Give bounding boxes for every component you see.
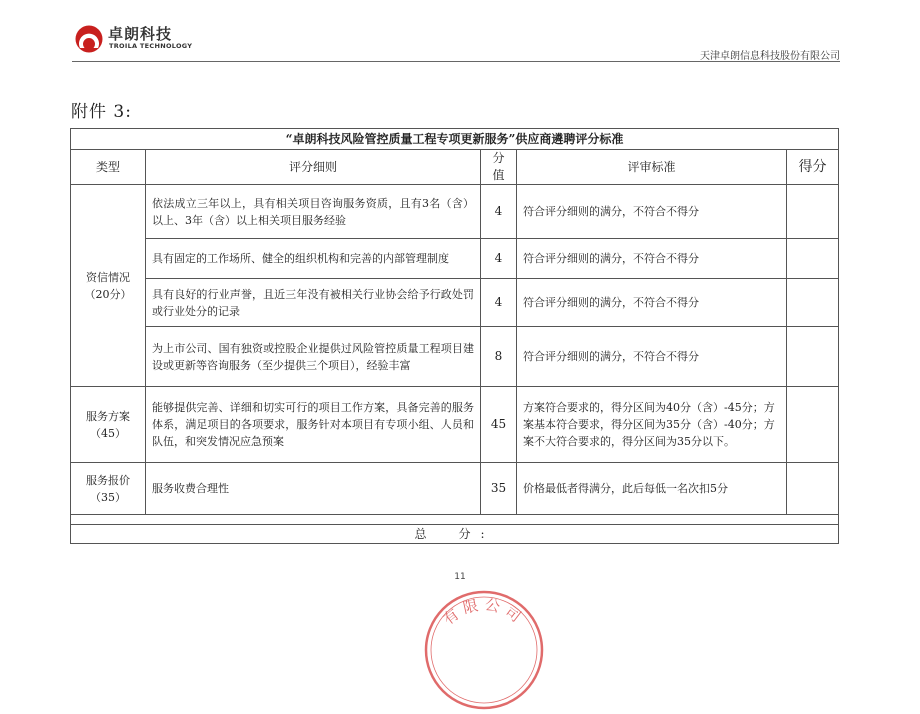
- standard-cell: 方案符合要求的，得分区间为40分（含）-45分；方案基本符合要求，得分区间为35分（含）-40分；方案不大符合要求的，得分区间为35分以下。: [517, 387, 787, 463]
- standard-cell: 符合评分细则的满分，不符合不得分: [517, 279, 787, 327]
- score-cell[interactable]: [787, 279, 839, 327]
- company-logo: [74, 22, 234, 58]
- spacer-cell: [71, 515, 839, 525]
- detail-cell: 能够提供完善、详细和切实可行的项目工作方案，具备完善的服务体系，满足项目的各项要求，服务针对本项目有专项小组、人员和队伍，和突发情况应急预案: [146, 387, 481, 463]
- score-cell[interactable]: [787, 327, 839, 387]
- standard-cell: 符合评分细则的满分，不符合不得分: [517, 239, 787, 279]
- standard-cell: 符合评分细则的满分，不符合不得分: [517, 185, 787, 239]
- attachment-label: 附件 3:: [71, 102, 132, 122]
- detail-cell: 具有固定的工作场所、健全的组织机构和完善的内部管理制度: [146, 239, 481, 279]
- total-row: [71, 525, 839, 544]
- category-label: 服务方案: [86, 409, 130, 423]
- header-standard: 评审标准: [517, 150, 787, 185]
- score-cell[interactable]: [787, 387, 839, 463]
- seal-text: 有限公司: [439, 595, 529, 629]
- standard-cell: 符合评分细则的满分，不符合不得分: [517, 327, 787, 387]
- detail-cell: 依法成立三年以上，具有相关项目咨询服务资质，且有3名（含）以上、3年（含）以上相关项目服务经验: [146, 185, 481, 239]
- header-detail: 评分细则: [146, 150, 481, 185]
- header-points: 分值: [481, 150, 517, 185]
- header-category: 类型: [71, 150, 146, 185]
- company-seal-stamp-icon: [420, 586, 548, 714]
- points-cell: 45: [481, 387, 517, 463]
- table-row: [71, 239, 839, 279]
- table-row: [71, 463, 839, 515]
- total-label: 总 分:: [414, 526, 495, 541]
- points-cell: 4: [481, 185, 517, 239]
- page-number: 11: [454, 572, 466, 582]
- logo-text-cn: 卓朗科技: [108, 25, 173, 43]
- company-name: 天津卓朗信息科技股份有限公司: [700, 51, 840, 62]
- table-header-row: [71, 150, 839, 185]
- standard-cell: 价格最低者得满分，此后每低一名次扣5分: [517, 463, 787, 515]
- category-credentials: [71, 185, 146, 387]
- scoring-criteria-table: [70, 128, 839, 544]
- troila-logo-mark-icon: [74, 24, 104, 54]
- score-cell[interactable]: [787, 463, 839, 515]
- category-label: 服务报价: [86, 473, 130, 487]
- category-points: （35）: [90, 490, 126, 504]
- logo-text-en: TROILA TECHNOLOGY: [109, 42, 193, 50]
- table-row: [71, 327, 839, 387]
- points-cell: 35: [481, 463, 517, 515]
- header-score: 得分: [787, 150, 839, 185]
- table-row: [71, 387, 839, 463]
- table-row: [71, 185, 839, 239]
- detail-cell: 为上市公司、国有独资或控股企业提供过风险管控质量工程项目建设或更新等咨询服务（至少提供三个项目），经验丰富: [146, 327, 481, 387]
- detail-cell: 服务收费合理性: [146, 463, 481, 515]
- detail-cell: 具有良好的行业声誉，且近三年没有被相关行业协会给予行政处罚或行业处分的记录: [146, 279, 481, 327]
- category-label: 资信情况: [86, 270, 130, 284]
- table-caption: “卓朗科技风险管控质量工程专项更新服务”供应商遴聘评分标准: [71, 129, 839, 150]
- category-service-quote: [71, 463, 146, 515]
- category-service-plan: [71, 387, 146, 463]
- table-row: [71, 279, 839, 327]
- category-points: （20分）: [84, 287, 132, 301]
- header-divider: [72, 61, 840, 62]
- points-cell: 4: [481, 239, 517, 279]
- points-cell: 4: [481, 279, 517, 327]
- table-caption-row: [71, 129, 839, 150]
- total-cell: [71, 525, 839, 544]
- score-cell[interactable]: [787, 185, 839, 239]
- points-cell: 8: [481, 327, 517, 387]
- table-empty-row: [71, 515, 839, 525]
- category-points: （45）: [90, 426, 126, 440]
- score-cell[interactable]: [787, 239, 839, 279]
